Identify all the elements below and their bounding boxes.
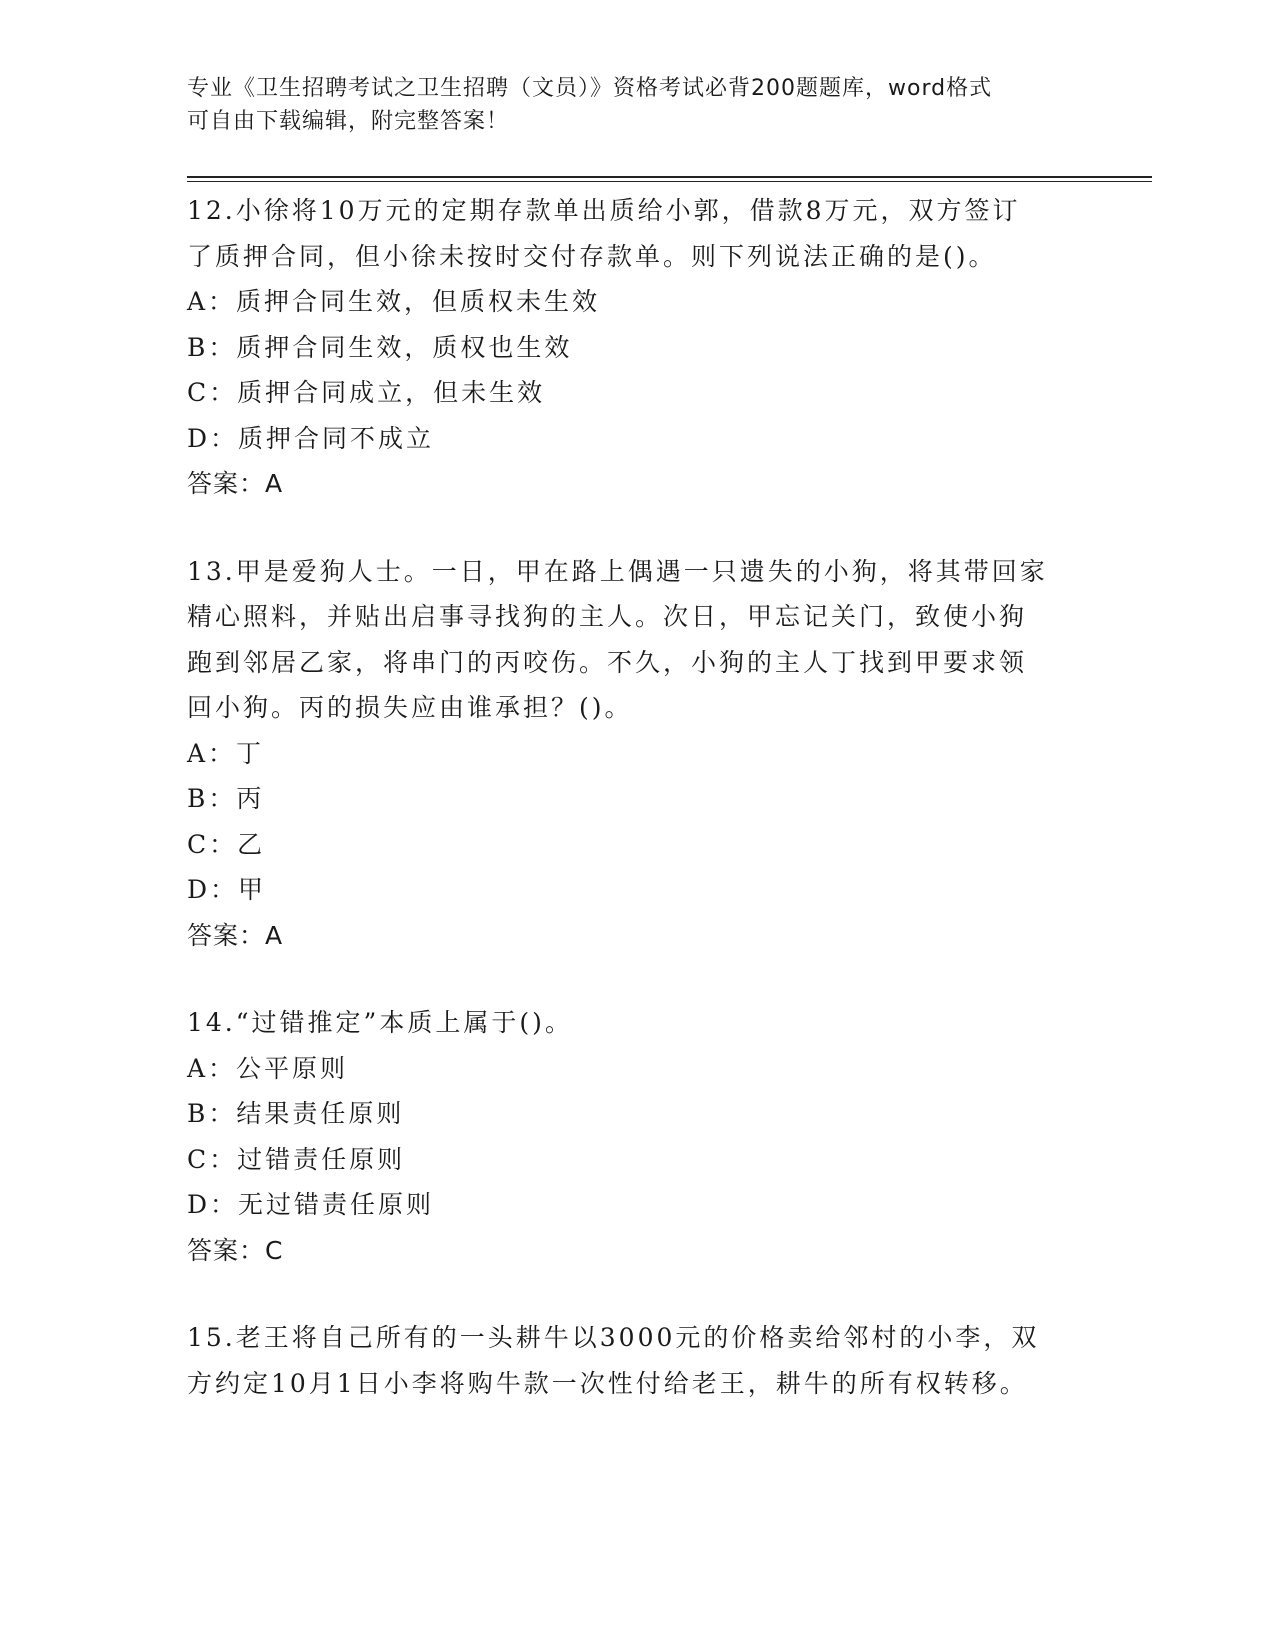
option-c: C：乙 xyxy=(187,829,266,859)
header-divider-thick xyxy=(187,176,1152,178)
option-b: B：结果责任原则 xyxy=(187,1099,405,1128)
option-a: A：丁 xyxy=(187,738,265,768)
question-stem xyxy=(187,1000,1087,1046)
question-stem-line: 回小狗。丙的损失应由谁承担？()。 xyxy=(187,693,633,722)
option-c: C：质押合同成立，但未生效 xyxy=(187,378,546,407)
question-stem xyxy=(187,1315,1087,1406)
option-d: D：无过错责任原则 xyxy=(187,1190,435,1219)
question-stem xyxy=(187,549,1087,731)
question-stem-line: 方约定10月1日小李将购牛款一次性付给老王，耕牛的所有权转移。 xyxy=(187,1368,1028,1398)
question-stem-line: 精心照料，并贴出启事寻找狗的主人。次日，甲忘记关门，致使小狗 xyxy=(187,602,1028,631)
option-d: D：质押合同不成立 xyxy=(187,423,435,453)
document-header xyxy=(187,72,1087,138)
question-14 xyxy=(187,1000,1087,1273)
option-a: A：质押合同生效，但质权未生效 xyxy=(187,287,601,316)
option-b: B：丙 xyxy=(187,784,265,813)
header-title-line-2: 可自由下载编辑，附完整答案！ xyxy=(187,109,510,134)
option-a: A：公平原则 xyxy=(187,1053,349,1083)
answer-line: 答案：A xyxy=(187,920,284,950)
answer-line: 答案：A xyxy=(187,469,284,498)
question-stem xyxy=(187,188,1087,279)
header-title-line-1: 专业《卫生招聘考试之卫生招聘（文员）》资格考试必背200题题库，word格式 xyxy=(187,76,993,101)
option-b: B：质押合同生效，质权也生效 xyxy=(187,332,573,362)
question-stem-line: 15.老王将自己所有的一头耕牛以3000元的价格卖给邻村的小李，双 xyxy=(187,1323,1040,1352)
answer-line: 答案：C xyxy=(187,1235,284,1265)
question-15 xyxy=(187,1315,1087,1406)
question-stem-line: 了质押合同，但小徐未按时交付存款单。则下列说法正确的是()。 xyxy=(187,241,997,271)
option-c: C：过错责任原则 xyxy=(187,1144,406,1174)
header-divider-thin xyxy=(187,181,1152,182)
question-12 xyxy=(187,188,1087,507)
question-stem-line: 14.“过错推定”本质上属于()。 xyxy=(187,1008,573,1037)
question-list xyxy=(187,188,1087,1448)
option-d: D：甲 xyxy=(187,875,267,904)
question-stem-line: 13.甲是爱狗人士。一日，甲在路上偶遇一只遗失的小狗，将其带回家 xyxy=(187,556,1048,586)
question-stem-line: 跑到邻居乙家，将串门的丙咬伤。不久，小狗的主人丁找到甲要求领 xyxy=(187,647,1028,677)
question-stem-line: 12.小徐将10万元的定期存款单出质给小郭，借款8万元，双方签订 xyxy=(187,196,1021,225)
question-13 xyxy=(187,549,1087,959)
